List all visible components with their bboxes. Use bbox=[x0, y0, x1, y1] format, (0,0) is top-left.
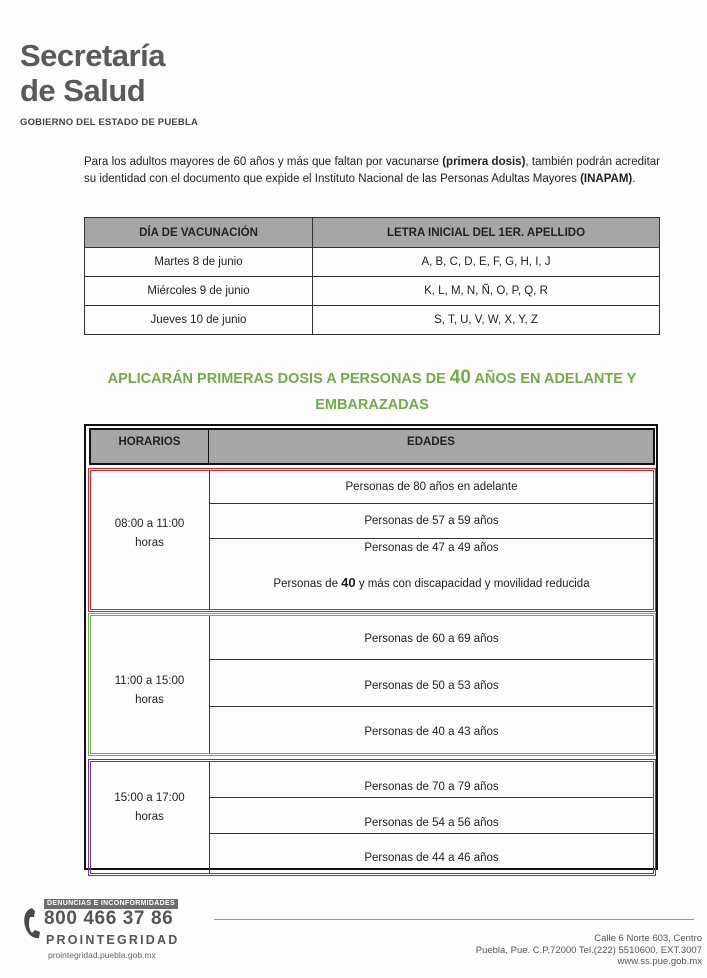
address-city-phone: Puebla, Pue. C.P.72000 Tel.(222) 5510600, EXT.3007 bbox=[475, 944, 702, 956]
section-title-text-1: APLICARÁN PRIMERAS DOSIS A PERSONAS DE bbox=[107, 371, 450, 387]
disability-text-2: y más con discapacidad y movilidad reducida bbox=[355, 578, 590, 590]
row-divider bbox=[209, 503, 653, 504]
letters-cell: A, B, C, D, E, F, G, H, I, J bbox=[313, 248, 660, 277]
age-cell: Personas de 60 a 69 años bbox=[364, 633, 499, 645]
day-cell: Martes 8 de junio bbox=[85, 248, 313, 277]
intro-text-1: Para los adultos mayores de 60 años y más que faltan por vacunarse bbox=[84, 156, 443, 168]
address-street: Calle 6 Norte 603, Centro bbox=[594, 933, 702, 944]
header-vaccination-day: DÍA DE VACUNACIÓN bbox=[85, 218, 313, 248]
row-divider bbox=[209, 833, 653, 834]
disability-text-1: Personas de bbox=[273, 578, 342, 590]
age-cell: Personas de 80 años en adelante bbox=[345, 481, 518, 493]
letters-cell: K, L, M, N, Ñ, O, P, Q, R bbox=[313, 277, 660, 306]
logo-line-2: de Salud bbox=[20, 73, 146, 108]
age-cell: Personas de 54 a 56 años bbox=[364, 817, 499, 829]
intro-bold-2: (INAPAM) bbox=[580, 173, 633, 185]
section-title bbox=[84, 365, 660, 418]
header-surname-initial: LETRA INICIAL DEL 1ER. APELLIDO bbox=[313, 218, 660, 248]
section-title-text-2: AÑOS EN ADELANTE Y bbox=[470, 371, 637, 387]
intro-text-2: , también podrán acreditar su identidad con el documento que expide el Instituto Nacional de las Personas Adultas Mayores bbox=[84, 156, 661, 185]
age-cell: Personas de 40 a 43 años bbox=[364, 726, 499, 738]
section-title-line-2: EMBARAZADAS bbox=[315, 397, 429, 413]
intro-bold-1: (primera dosis) bbox=[442, 156, 526, 168]
logo-subtitle: GOBIERNO DEL ESTADO DE PUEBLA bbox=[20, 117, 199, 128]
intro-text-3: . bbox=[632, 173, 636, 185]
time-range: 15:00 a 17:00 bbox=[114, 792, 185, 804]
disability-number: 40 bbox=[341, 575, 356, 590]
header-edades: EDADES bbox=[407, 436, 455, 448]
table-row bbox=[85, 248, 660, 277]
age-cell-disability bbox=[210, 575, 653, 590]
day-cell: Miércoles 9 de junio bbox=[85, 277, 313, 306]
complaints-badge: DENUNCIAS E INCONFORMIDADES bbox=[44, 899, 178, 909]
time-unit: horas bbox=[135, 537, 164, 549]
age-cell: Personas de 70 a 79 años bbox=[364, 781, 499, 793]
program-url: prointegridad.puebla.gob.mx bbox=[48, 950, 156, 960]
logo-line-1: Secretaría bbox=[20, 38, 165, 73]
row-divider bbox=[209, 797, 653, 798]
vaccination-day-table bbox=[84, 217, 660, 335]
table-header-row bbox=[85, 218, 660, 248]
address-website: www.ss.pue.gob.mx bbox=[617, 956, 702, 967]
age-cell: Personas de 50 a 53 años bbox=[364, 680, 499, 692]
footer-rule bbox=[214, 919, 694, 920]
hotline-number: 800 466 37 86 bbox=[44, 908, 174, 929]
program-name: PROINTEGRIDAD bbox=[46, 933, 180, 947]
time-range: 11:00 a 15:00 bbox=[114, 675, 185, 687]
time-range: 08:00 a 11:00 bbox=[114, 518, 185, 530]
time-slot bbox=[91, 515, 208, 553]
time-slot bbox=[91, 672, 208, 710]
phone-icon bbox=[22, 906, 44, 940]
row-divider bbox=[209, 659, 653, 660]
age-cell: Personas de 44 a 46 años bbox=[364, 852, 499, 864]
section-title-number: 40 bbox=[449, 367, 471, 388]
row-divider bbox=[209, 706, 653, 707]
intro-paragraph bbox=[84, 154, 660, 188]
row-divider bbox=[209, 538, 653, 539]
footer-address bbox=[440, 933, 702, 968]
time-unit: horas bbox=[135, 694, 164, 706]
logo-title bbox=[20, 38, 165, 108]
age-cell: Personas de 57 a 59 años bbox=[364, 515, 499, 527]
time-unit: horas bbox=[135, 811, 164, 823]
day-cell: Jueves 10 de junio bbox=[85, 306, 313, 335]
table-row bbox=[85, 306, 660, 335]
age-cell: Personas de 47 a 49 años bbox=[364, 542, 499, 554]
header-horarios: HORARIOS bbox=[118, 436, 181, 448]
table-row bbox=[85, 277, 660, 306]
letters-cell: S, T, U, V, W, X, Y, Z bbox=[313, 306, 660, 335]
time-slot bbox=[91, 789, 208, 827]
